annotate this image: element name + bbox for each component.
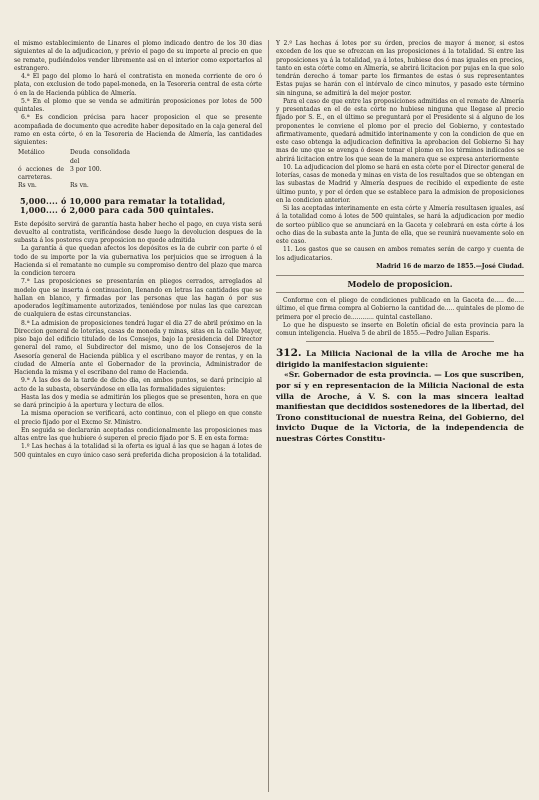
column-divider [268,40,269,792]
paragraph: 8.ª La admision de proposiciones tendrá lugar el dia 27 de abril próximo en la Direccion general de loterías, casas de moneda y minas, sitas en la calle Mayor, piso bajo del edificio titulado de los Consejos, bajo la presidencia del Director general del ramo, el Subdirector del mismo, uno de los Consejeros de la Asesoría general de Hacienda pública y el escribano mayor de rentas, y en la ciudad de Almería ante el Gobernador de la provincia, Administrador de Hacienda la misma y el escribano del ramo de Hacienda. [14,319,262,376]
table-header-cell: Deuda consolidada del [70,149,130,165]
table-header-cell: Rs vn. [18,182,37,190]
paragraph: 10. La adjudicacion del plomo se hará en esta córte por el Director general de loterías, casas de moneda y minas en vista de los resultados que se obtengan en las subastas de Madrid y Almería despues de recibido el expediente de este último punto, y por el órden que se establece para la admision de proposiciones en la condicion anterior. [276,163,524,204]
notice [276,348,524,444]
paragraph: Conforme con el pliego de condiciones publicado en la Gaceta de..... de..... último, el que firma compra al Gobierno la cantidad de..... quintales de plomo de primera por el precio de............ quintal castellano. [276,297,524,321]
amount-row: 5,000.... ó 10,000 para rematar la totalidad, [20,195,226,206]
paragraph: el mismo establecimiento de Linares el plomo indicado dentro de los 30 dias siguientes al de la adjudicacion, y prévio el pago de su importe al precio en que se remate, pudiéndolos vender libremente asi en el interior como exportarlos al estrangero. [14,40,262,72]
signature: Madrid 16 de marzo de 1855.—José Ciudad. [376,262,524,270]
table-header-cell: 3 por 100. [70,165,102,173]
paragraph: 6.ª Es condicion précisa para hacer proposicion el que se presente acompañada de documento que acredite haber depositado en la caja general del ramo en esta córte, ó en la Tesoreria de Hacienda de Almería, las cantidades siguientes: [14,114,262,146]
paragraph: 7.ª Las proposiciones se presentarán en pliegos cerrados, arreglados al modelo que se inserta á continuacion, llenando en letras las cantidades que se hallan en blanco, y firmadas por las personas que las hagan ó por sus apoderados legítimamente autorizados, teniéndose por nulas las que carezcan de cualquiera de estas circunstancias. [14,278,262,319]
table-header-cell: Rs vn. [70,182,89,190]
notice-number: 312. [276,347,302,360]
paragraph: Lo que he dispuesto se inserte en Boletín oficial de esta provincia para la comun inteligencia. Huelva 5 de abril de 1855.—Pedro Julian Esparis. [276,321,524,337]
paragraph: Y 2.º Las hechas á lotes por su órden, precios de mayor á menor, si estos exceden de los que se ofrezcan en las proposiciones á la totalidad. Si entre las proposiciones ya á la totalidad, ya á lotes, hubiese dos ó mas iguales en precios, tanto en esta córte como en Almería, se abrirá licitacion por pujas en la que solo tendrán derecho á tomar parte los firmantes de estas ó sus representantes Estas pujas se harán con el intérvalo de cinco minutos, y pasado este término sin ninguna, se admitirá la del mejor postor. [276,40,524,97]
paragraph: 5.ª En el plomo que se venda se admitirán proposiciones por lotes de 500 quintales. [14,97,262,113]
notice-body: «Sr. Gobernador de esta provincia. — Los que suscriben, por sí y en representacion de la Milicia Nacional de esta villa de Aroche, á V. S. con la mas sincera lealtad manifiestan que decididos sostenedores de la libertad, del Trono constitucional de nuestra Reina, del Gobierno, del invicto Duque de la Victoria, de la independencia de nuestras Córtes Constitu- [276,370,524,443]
paragraph: En seguida se declararán aceptadas condicionalmente las proposiciones mas altas entre las que hubiere ó superen el precio fijado por S. E en esta forma: [14,426,262,442]
table-header-cell: ó acciones de carreteras. [18,165,64,181]
deposit-table-header [18,149,262,190]
paragraph: Este depósito servirá de garantía hasta haber hecho el pago, en cuya vista será devuelto al contratista, verificándose desde luego la devolucion despues de la subasta á los postores cuya proposicion no quede admitida [14,220,262,244]
table-header-cell: Metálico [18,149,45,157]
paragraph: La garantía á que quedan afectos los depósitos es la de cubrir con parte ó el todo de su importe por la via gubernativa los perjuicios que se irroguen á la Hacienda si el rematante no cumple su compromiso dentro del plazo que marca la condicion tercera [14,245,262,277]
amount-row: 1,000.... ó 2,000 para cada 500 quintales. [20,204,214,215]
section-title: Modelo de proposicion. [276,275,524,293]
left-column [14,40,262,460]
paragraph: Si las aceptadas interinamente en esta córte y Almería resultasen iguales, así á la totalidad como á lotes de 500 quintales, se hará la adjudicacion por medio de sorteo público que se anunciará en la Gaceta y celebrará en esta córte á los ocho dias de la subasta ante la Junta de ella, que se reunirá nuevamente solo en este caso. [276,205,524,245]
separator-rule [306,341,494,342]
paragraph: 9.ª A las dos de la tarde de dicho dia, en ambos puntos, se dará principio al acto de la subasta, observándose en ella las formalidades siguientes: [14,377,262,393]
paragraph: Para el caso de que entre las proposiciones admitidas en el remate de Almería y presentadas en el de esta córte no hubiese ninguna que llegase al precio fijado por S. E., en el último se preguntará por el Presidente si á alguno de los proponentes le conviene el plomo por el precio del Gobierno, y contestado afirmativamente, quedará admitido interinamente y con la condicion de que en este caso obtenga la adjudicacion definitiva la aprobacion del Gobierno Si hay mas de uno que se avenga ó desee tomar el plomo en los términos indicados se abrirá licitacion entre los que sean de la manera que se expresa anteriormente [276,97,524,163]
deposit-amounts [20,197,262,215]
paragraph: 4.ª El pago del plomo lo hará el contratista en moneda corriente de oro ó plata, con exclusion de todo papel-moneda, en la Tesoreria central de esta córte ó en la de Hacienda pública de Almería. [14,73,262,97]
paragraph: 11. Los gastos que se causen en ambos remates serán de cargo y cuenta de los adjudicatarios. [276,246,524,262]
right-column [276,40,524,445]
paragraph: Hasta las dos y media se admitirán los pliegos que se presenten, hora en que se dará principio á la apertura y lectura de ellos. [14,393,262,409]
notice-heading: La Milicia Nacional de la villa de Aroche me ha dirigido la manifestacion siguiente: [276,349,524,369]
paragraph: 1.º Las hechas á la totalidad si la oferta es igual á las que se hagan á lotes de 500 quintales en cuyo único caso será preferida dicha proposicion á la totalidad. [14,443,262,459]
paragraph: La misma operacion se verificará, acto continuo, con el pliego en que conste el precio fijado por el Excmo Sr. Ministro. [14,410,262,426]
